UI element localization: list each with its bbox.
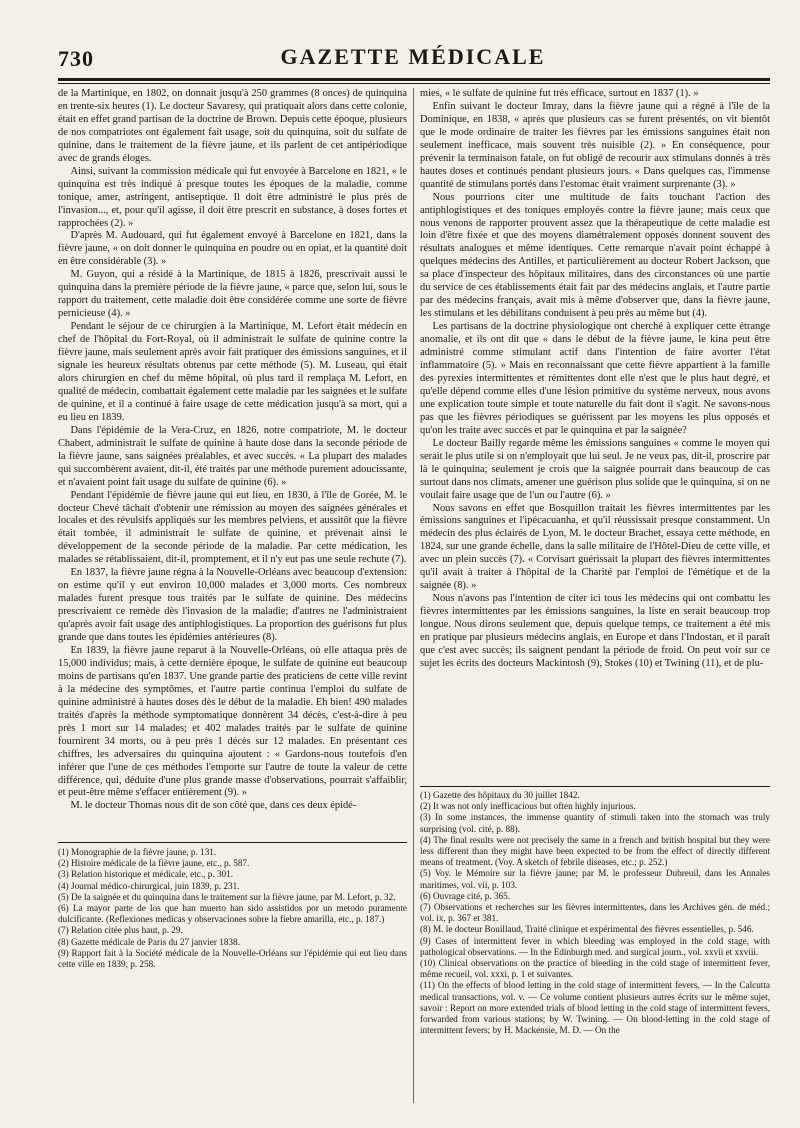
paragraph: Pendant le séjour de ce chirurgien à la Martinique, M. Lefort était médecin en chef de l'hôpital du Fort-Royal, où il administrait le sulfate de quinine contre la fièvre jaune, mais seulement après avoir fait pratiquer des émissions sanguines, et il signale les heureux résultats obtenus par cette méthode (5). M. Luseau, qui était alors chirurgien en chef du même hôpital, où plus tard il remplaça M. Lefort, en qualité de médecin, combattait également cette maladie par les saignées et le sulfate de quinine, et il a continué à faire usage de cette médication jusqu'à sa mort, qui a eu lieu en 1839. bbox=[58, 321, 407, 423]
footnote: (6) Ouvrage cité, p. 365. bbox=[420, 890, 511, 901]
footnote: (6) La mayor parte de los que han muerto han sido assistidos por un metodo puramente dulcificante. (Reflexiones medicas y observaciones sobre la fiebre amarilla, etc., p. 187.) bbox=[58, 903, 407, 925]
footnote: (11) On the effects of blood letting in the cold stage of intermittent fevers. — In the Calcutta medical transactions, vol. v. — Ce volume contient plusieurs autres écrits sur le même sujet, savoir : Report on more extended trials of blood letting in the cold stage of intermittent fevers, forwarded from various stations; by W. Twining. — On blood-letting in the cold stage of intermittent fevers; by H. Mackensie, M. D. — On the bbox=[420, 980, 770, 1036]
page-number: 730 bbox=[58, 46, 94, 71]
paragraph: Les partisans de la doctrine physiologique ont cherché à expliquer cette étrange anomalie, et ils ont dit que « dans le début de la fièvre jaune, le kina peut être administré comme stimulant actif dans l'intention de faire avorter l'état inflammatoire (5). » Mais en reconnaissant que cette fièvre appartient à la famille des pyrexies intermittentes et rémittentes dont elle n'est que le plus haut degré, et qu'elle dépend comme elles d'une lésion primitive du système nerveux, nous avons une explication toute simple et toute naturelle du fait dont il s'agit. Ne savons-nous pas que les fièvres périodiques se guérissent par les moyens les plus opposés et qu'on les traite avec succès et par le quinquina et par la saignée? bbox=[420, 321, 770, 436]
paragraph: mies, « le sulfate de quinine fut très efficace, surtout en 1837 (1). » bbox=[420, 88, 699, 99]
footnote: (4) Journal médico-chirurgical, juin 1839, p. 231. bbox=[58, 880, 240, 891]
left-column bbox=[58, 88, 407, 813]
paragraph: D'après M. Audouard, qui fut également envoyé à Barcelone en 1821, dans la fièvre jaune, « on doit donner le quinquina en poudre ou en opiat, et la quantité doit en être considérable (3). » bbox=[58, 230, 407, 268]
paragraph: Ainsi, suivant la commission médicale qui fut envoyée à Barcelone en 1821, « le quinquina est très indiqué à presque toutes les époques de la maladie, comme tonique, amer, astringent, antiseptique. Il doit être administré le plus près de l'invasion..., et, pour qu'il agisse, il doit être prescrit en substance, à doses fortes et rapprochées (2). » bbox=[58, 165, 407, 229]
paragraph: Nous savons en effet que Bosquillon traitait les fièvres intermittentes par les émissions sanguines et l'ipécacuanha, et qu'il réussissait presque constamment. Un médecin des plus éclairés de Lyon, M. le docteur Brachet, essaya cette méthode, en 1824, sur une grande échelle, dans la salle militaire de l'Hôtel-Dieu de cette ville, et avec un plein succès (7). « Corvisart guérissait la plupart des fièvres intermittentes qu'il avait à traiter à l'hôpital de la Charité par l'emploi de l'émétique et de la saignée (8). » bbox=[420, 502, 770, 592]
footnote: (1) Gazette des hôpitaux du 30 juillet 1842. bbox=[420, 790, 580, 800]
footnote: (1) Monographie de la fièvre jaune, p. 131. bbox=[58, 847, 217, 857]
footnote-rule bbox=[420, 786, 770, 787]
footnote: (5) De la saignée et du quinquina dans le traitement sur la fièvre jaune, par M. Lefort, p. 32. bbox=[58, 891, 396, 902]
footnote: (5) Voy. le Mémoire sur la fièvre jaune; par M. le professeur Dubreuil, dans les Annales maritimes, vol. vii, p. 103. bbox=[420, 868, 770, 890]
right-column bbox=[420, 88, 770, 671]
paragraph: Nous pourrions citer une multitude de faits touchant l'action des antiphlogistiques et des toniques employés contre la fièvre jaune; mais ceux que nous venons de rapporter prouvent assez que la thérapeutique de cette maladie est loin d'être fixée et que des moyens diamétralement opposés donnent souvent des résultats analogues et même identiques. Cette remarque n'avait point échappé à quelques médecins des Antilles, et particulièrement au docteur Robert Jackson, que sa place d'inspecteur des hôpitaux militaires, dans des circonstances où une partie du service de ces établissements était fait par des médecins anglais, et l'autre partie par des médecins français, avait mis à même d'observer que, dans la fièvre jaune, les stimulans et les débilitans conduisent à peu près au même but (4). bbox=[420, 191, 770, 320]
paragraph: Le docteur Bailly regarde même les émissions sanguines « comme le moyen qui serait le plus utile si on n'employait que lui seul. Je ne veux pas, dit-il, proscrire par là le quinquina; seulement je crois que la saignée pourrait dans beaucoup de cas surtout dans nos climats, amener une guérison plus solide que le quinquina, si on ne voulait faire usage que de l'un ou l'autre (6). » bbox=[420, 437, 770, 501]
header-rule bbox=[58, 78, 770, 81]
footnote: (7) Relation citée plus haut, p. 29. bbox=[58, 925, 183, 936]
footnote: (3) Relation historique et médicale, etc., p. 301. bbox=[58, 869, 234, 880]
footnote: (3) In some instances, the immense quantity of stimuli taken into the stomach was truly surprising (vol. cité, p. 88). bbox=[420, 812, 770, 834]
footnote: (7) Observations et recherches sur les fièvres intermittentes, dans les Archives gén. de méd.; vol. ix, p. 367 et 381. bbox=[420, 902, 770, 924]
footnote: (2) Histoire médicale de la fièvre jaune, etc., p. 587. bbox=[58, 858, 250, 869]
footnote: (9) Rapport fait à la Société médicale de la Nouvelle-Orléans sur l'épidémie qui eut lieu dans cette ville en 1839, p. 258. bbox=[58, 947, 407, 970]
footnote: (10) Clinical observations on the practice of bleeding in the cold stage of intermittent fever, même recueil, vol. xxxi, p. 1 et suivantes. bbox=[420, 958, 770, 980]
paragraph: Nous n'avons pas l'intention de citer ici tous les médecins qui ont combattu les fièvres intermittentes par les émissions sanguines, la liste en serait beaucoup trop longue. Nous dirons seulement que, depuis quelque temps, ce traitement a été mis en pratique par plusieurs médecins anglais, en Europe et dans l'Indostan, et il paraît que c'est avec succès; ils saignent pendant la période de froid. On peut voir sur ce sujet les écrits des docteurs Mackintosh (9), Stokes (10) et Twining (11), et de plu- bbox=[420, 593, 770, 669]
footnote: (8) Gazette médicale de Paris du 27 janvier 1838. bbox=[58, 936, 240, 947]
paragraph: En 1837, la fièvre jaune régna à la Nouvelle-Orléans avec beaucoup d'extension: on estime qu'il y eut environ 10,000 malades et 3,000 morts. Ces nombreux malades furent presque tous traités par le sulfate de quinine. Des médecins prescrivaient ce remède dès l'invasion de la maladie; d'autres ne l'administraient qu'après avoir fait usage des antiphlogistiques. La proportion des guérisons fut plus grande que dans toutes les épidémies antérieures (8). bbox=[58, 567, 407, 644]
paragraph: Enfin suivant le docteur Imray, dans la fièvre jaune qui a régné à l'île de la Dominique, en 1838, « après que plusieurs cas se furent présentés, on vit bientôt que le mode ordinaire de traiter les fièvres par les émissions sanguines était non seulement inefficace, mais souvent très nuisible (2). » En conséquence, pour prévenir la terminaison fatale, on fut obligé de recourir aux stimulans donnés à très hautes doses et continués pendant plusieurs jours. « Dans quelques cas, l'immense quantité de stimulans portés dans l'estomac était vraiment surprenante (3). » bbox=[420, 100, 770, 190]
paragraph: En 1839, la fièvre jaune reparut à la Nouvelle-Orléans, où elle attaqua près de 15,000 individus; mais, à cette dernière époque, le sulfate de quinine eut beaucoup moins de partisans qu'en 1837. Une grande partie des praticiens de cette ville revint à la médecine des symptômes, et l'autre partie continua l'emploi du sulfate de quinine administré à hautes doses dès le début de la maladie. Eh bien! 490 malades traités d'après la méthode symptomatique donnèrent 34 décès, c'est-à-dire à peu près 1 mort sur 14 malades; et 402 malades traités par le sulfate de quinine fournirent 34 morts, ou à peu près 1 décès sur 12 malades. En présentant ces chiffres, les adversaires du quinquina ajoutent : « Gardons-nous toutefois d'en inférer que l'une de ces méthodes l'emporte sur l'autre de toute la valeur de cette différence, qui, déduite d'une plus grande masse d'observations, pourrait s'affaiblir, et peut-être même s'effacer entièrement (9). » bbox=[58, 644, 407, 799]
paragraph: M. Guyon, qui a résidé à la Martinique, de 1815 à 1826, prescrivait aussi le quinquina dans la première période de la fièvre jaune, « parce que, selon lui, sous le rapport du traitement, cette maladie doit être considérée comme une sorte de fièvre pernicieuse (4). » bbox=[58, 269, 407, 320]
paragraph: Pendant l'épidémie de fièvre jaune qui eut lieu, en 1830, à l'île de Gorée, M. le docteur Chevé tâchait d'obtenir une rémission au moyen des saignées générales et locales et des révulsifs appliqués sur les membres pelviens, et aussitôt que la fièvre était tombée, il administrait le sulfate de quinine, et prévenait ainsi le développement de la seconde période de la maladie. Par cette médication, les malades se rétablissaient, dit-il, promptement, et il n'y eut pas une seule rechute (7). bbox=[58, 489, 407, 566]
paragraph: M. le docteur Thomas nous dit de son côté que, dans ces deux épidé- bbox=[70, 800, 357, 812]
journal-title: GAZETTE MÉDICALE bbox=[280, 44, 546, 69]
footnote-rule bbox=[58, 842, 407, 843]
footnote: (2) It was not only inefficacious but often highly injurious. bbox=[420, 801, 636, 812]
left-footnotes bbox=[58, 847, 407, 970]
footnote: (9) Cases of intermittent fever in which bleeding was employed in the cold stage, with pathological observations. — In the Edinburgh med. and surgical journ., vol. xxvii et xxviii. bbox=[420, 935, 770, 957]
header-rule-thin bbox=[58, 83, 770, 84]
footnote: (4) The final results were not precisely the same in a french and british hospital but they were less different than they might have been expected to be from the effect of directly different means of treatment. (Voy. A sketch of febrile diseases, etc.; p. 252.) bbox=[420, 834, 770, 868]
page-header bbox=[58, 40, 768, 74]
column-divider bbox=[413, 88, 414, 1103]
footnote: (8) M. le docteur Bouillaud, Traité clinique et expérimental des fièvres essentielles, p. 546. bbox=[420, 924, 754, 935]
right-footnotes bbox=[420, 790, 770, 1036]
paragraph: Dans l'épidémie de la Vera-Cruz, en 1826, notre compatriote, M. le docteur Chabert, administrait le sulfate de quinine à haute dose dans la seconde période de la fièvre jaune, sans saignées préalables, et avec succès. « La plupart des malades qui succombèrent avaient, dit-il, été traités par une méthode purement adoucissante, et n'avaient point fait usage du sulfate de quinine (6). » bbox=[58, 424, 407, 488]
paragraph: de la Martinique, en 1802, on donnait jusqu'à 250 grammes (8 onces) de quinquina en trente-six heures (1). Le docteur Savaresy, qui pratiquait alors dans cette colonie, était en effet grand partisan de la doctrine de Brown. Depuis cette époque, plusieurs de nos compatriotes ont également fait usage, soit du quinquina, soit du sulfate de quinine, dans le traitement de la fièvre jaune, et ils parlent de cet antipériodique avec de grands éloges. bbox=[58, 88, 407, 164]
